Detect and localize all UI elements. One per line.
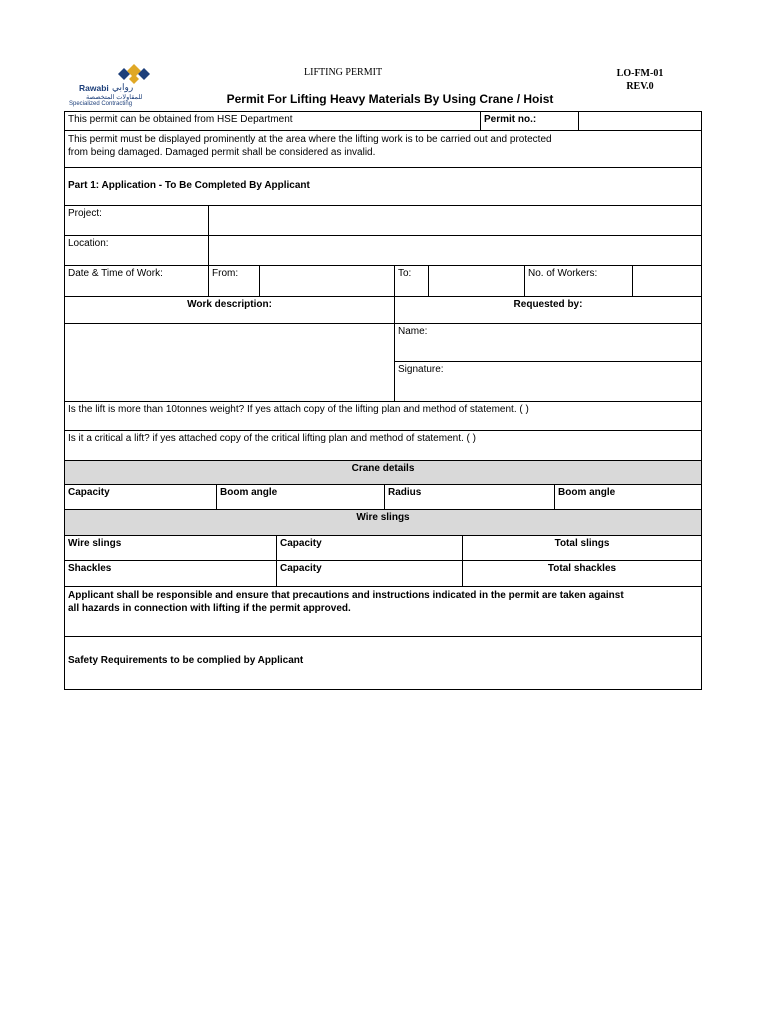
project-label: Project: [68, 208, 102, 219]
signature-field[interactable] [395, 362, 701, 402]
logo-subtitle: Specialized Contracting [69, 101, 133, 107]
total-shackles[interactable]: Total shackles [462, 561, 701, 586]
name-field[interactable] [395, 324, 701, 362]
permit-no-field[interactable] [578, 112, 701, 130]
workers-label: No. of Workers: [524, 266, 632, 296]
project-field[interactable] [208, 206, 701, 235]
crane-boom-angle-2[interactable]: Boom angle [554, 485, 701, 509]
row-crane-heading [65, 461, 701, 485]
row-datetime [65, 266, 701, 297]
row-wire-heading [65, 510, 701, 536]
question-critical: Is it a critical a lift? if yes attached copy of the critical lifting plan and method of statement. ( ) [68, 433, 476, 444]
permit-form [64, 111, 702, 690]
revision: REV.0 [626, 81, 654, 92]
row-project [65, 206, 701, 236]
logo-text-ar: روابي [112, 82, 134, 92]
from-field[interactable] [259, 266, 394, 296]
wire-capacity[interactable]: Capacity [276, 536, 462, 560]
row-desc-body [65, 324, 701, 402]
page-title: Permit For Lifting Heavy Materials By Using Crane / Hoist [226, 92, 554, 106]
responsibility-note [65, 587, 701, 636]
name-label: Name: [398, 326, 428, 337]
datetime-label: Date & Time of Work: [68, 268, 163, 279]
total-slings[interactable]: Total slings [462, 536, 701, 560]
logo-text-en: Rawabi [79, 83, 109, 93]
form-code-block [614, 67, 666, 93]
signature-label: Signature: [398, 364, 444, 375]
row-responsibility [65, 587, 701, 637]
crane-boom-angle-1[interactable]: Boom angle [216, 485, 384, 509]
crane-capacity[interactable]: Capacity [68, 487, 110, 498]
crane-radius[interactable]: Radius [384, 485, 554, 509]
shackles-label[interactable]: Shackles [68, 563, 112, 574]
display-note-line-2: from being damaged. Damaged permit shall be considered as invalid. [68, 147, 376, 158]
row-q-weight [65, 402, 701, 431]
wire-slings-heading: Wire slings [356, 512, 410, 523]
responsibility-line-2: all hazards in connection with lifting if the permit approved. [68, 603, 351, 614]
form-code: LO-FM-01 [616, 68, 664, 79]
safety-requirements: Safety Requirements to be complied by Applicant [68, 655, 304, 666]
row-location [65, 236, 701, 266]
row-obtain [65, 112, 701, 131]
question-weight: Is the lift is more than 10tonnes weight? If yes attach copy of the lifting plan and method of statement. ( ) [68, 404, 529, 415]
to-label: To: [394, 266, 428, 296]
row-safety [65, 637, 701, 689]
part1-heading: Part 1: Application - To Be Completed By Applicant [68, 180, 310, 191]
location-field[interactable] [208, 236, 701, 265]
row-display-note [65, 131, 701, 168]
row-q-critical [65, 431, 701, 461]
crane-details-heading: Crane details [351, 463, 415, 474]
to-field[interactable] [428, 266, 524, 296]
obtain-note: This permit can be obtained from HSE Department [68, 114, 293, 125]
responsibility-line-1: Applicant shall be responsible and ensure that precautions and instructions indicated in the permit are taken against [68, 590, 624, 601]
workers-field[interactable] [632, 266, 701, 296]
display-note-line-1: This permit must be displayed prominently at the area where the lifting work is to be carried out and protected [68, 134, 552, 145]
doc-label: LIFTING PERMIT [304, 67, 383, 78]
permit-no-label: Permit no.: [480, 112, 578, 130]
from-label: From: [208, 266, 259, 296]
wire-slings-label[interactable]: Wire slings [68, 538, 122, 549]
requester-block [394, 324, 701, 401]
row-crane-fields [65, 485, 701, 510]
work-desc-label: Work description: [187, 299, 272, 310]
row-part1 [65, 168, 701, 206]
row-desc-header [65, 297, 701, 324]
row-shackles [65, 561, 701, 587]
row-wire-slings [65, 536, 701, 561]
logo-text-ar-sub: للمقاولات المتخصصة [86, 94, 143, 101]
display-note [65, 131, 701, 167]
requested-by-label: Requested by: [394, 297, 701, 323]
shackles-capacity[interactable]: Capacity [276, 561, 462, 586]
work-desc-field[interactable] [65, 324, 394, 401]
location-label: Location: [68, 238, 109, 249]
